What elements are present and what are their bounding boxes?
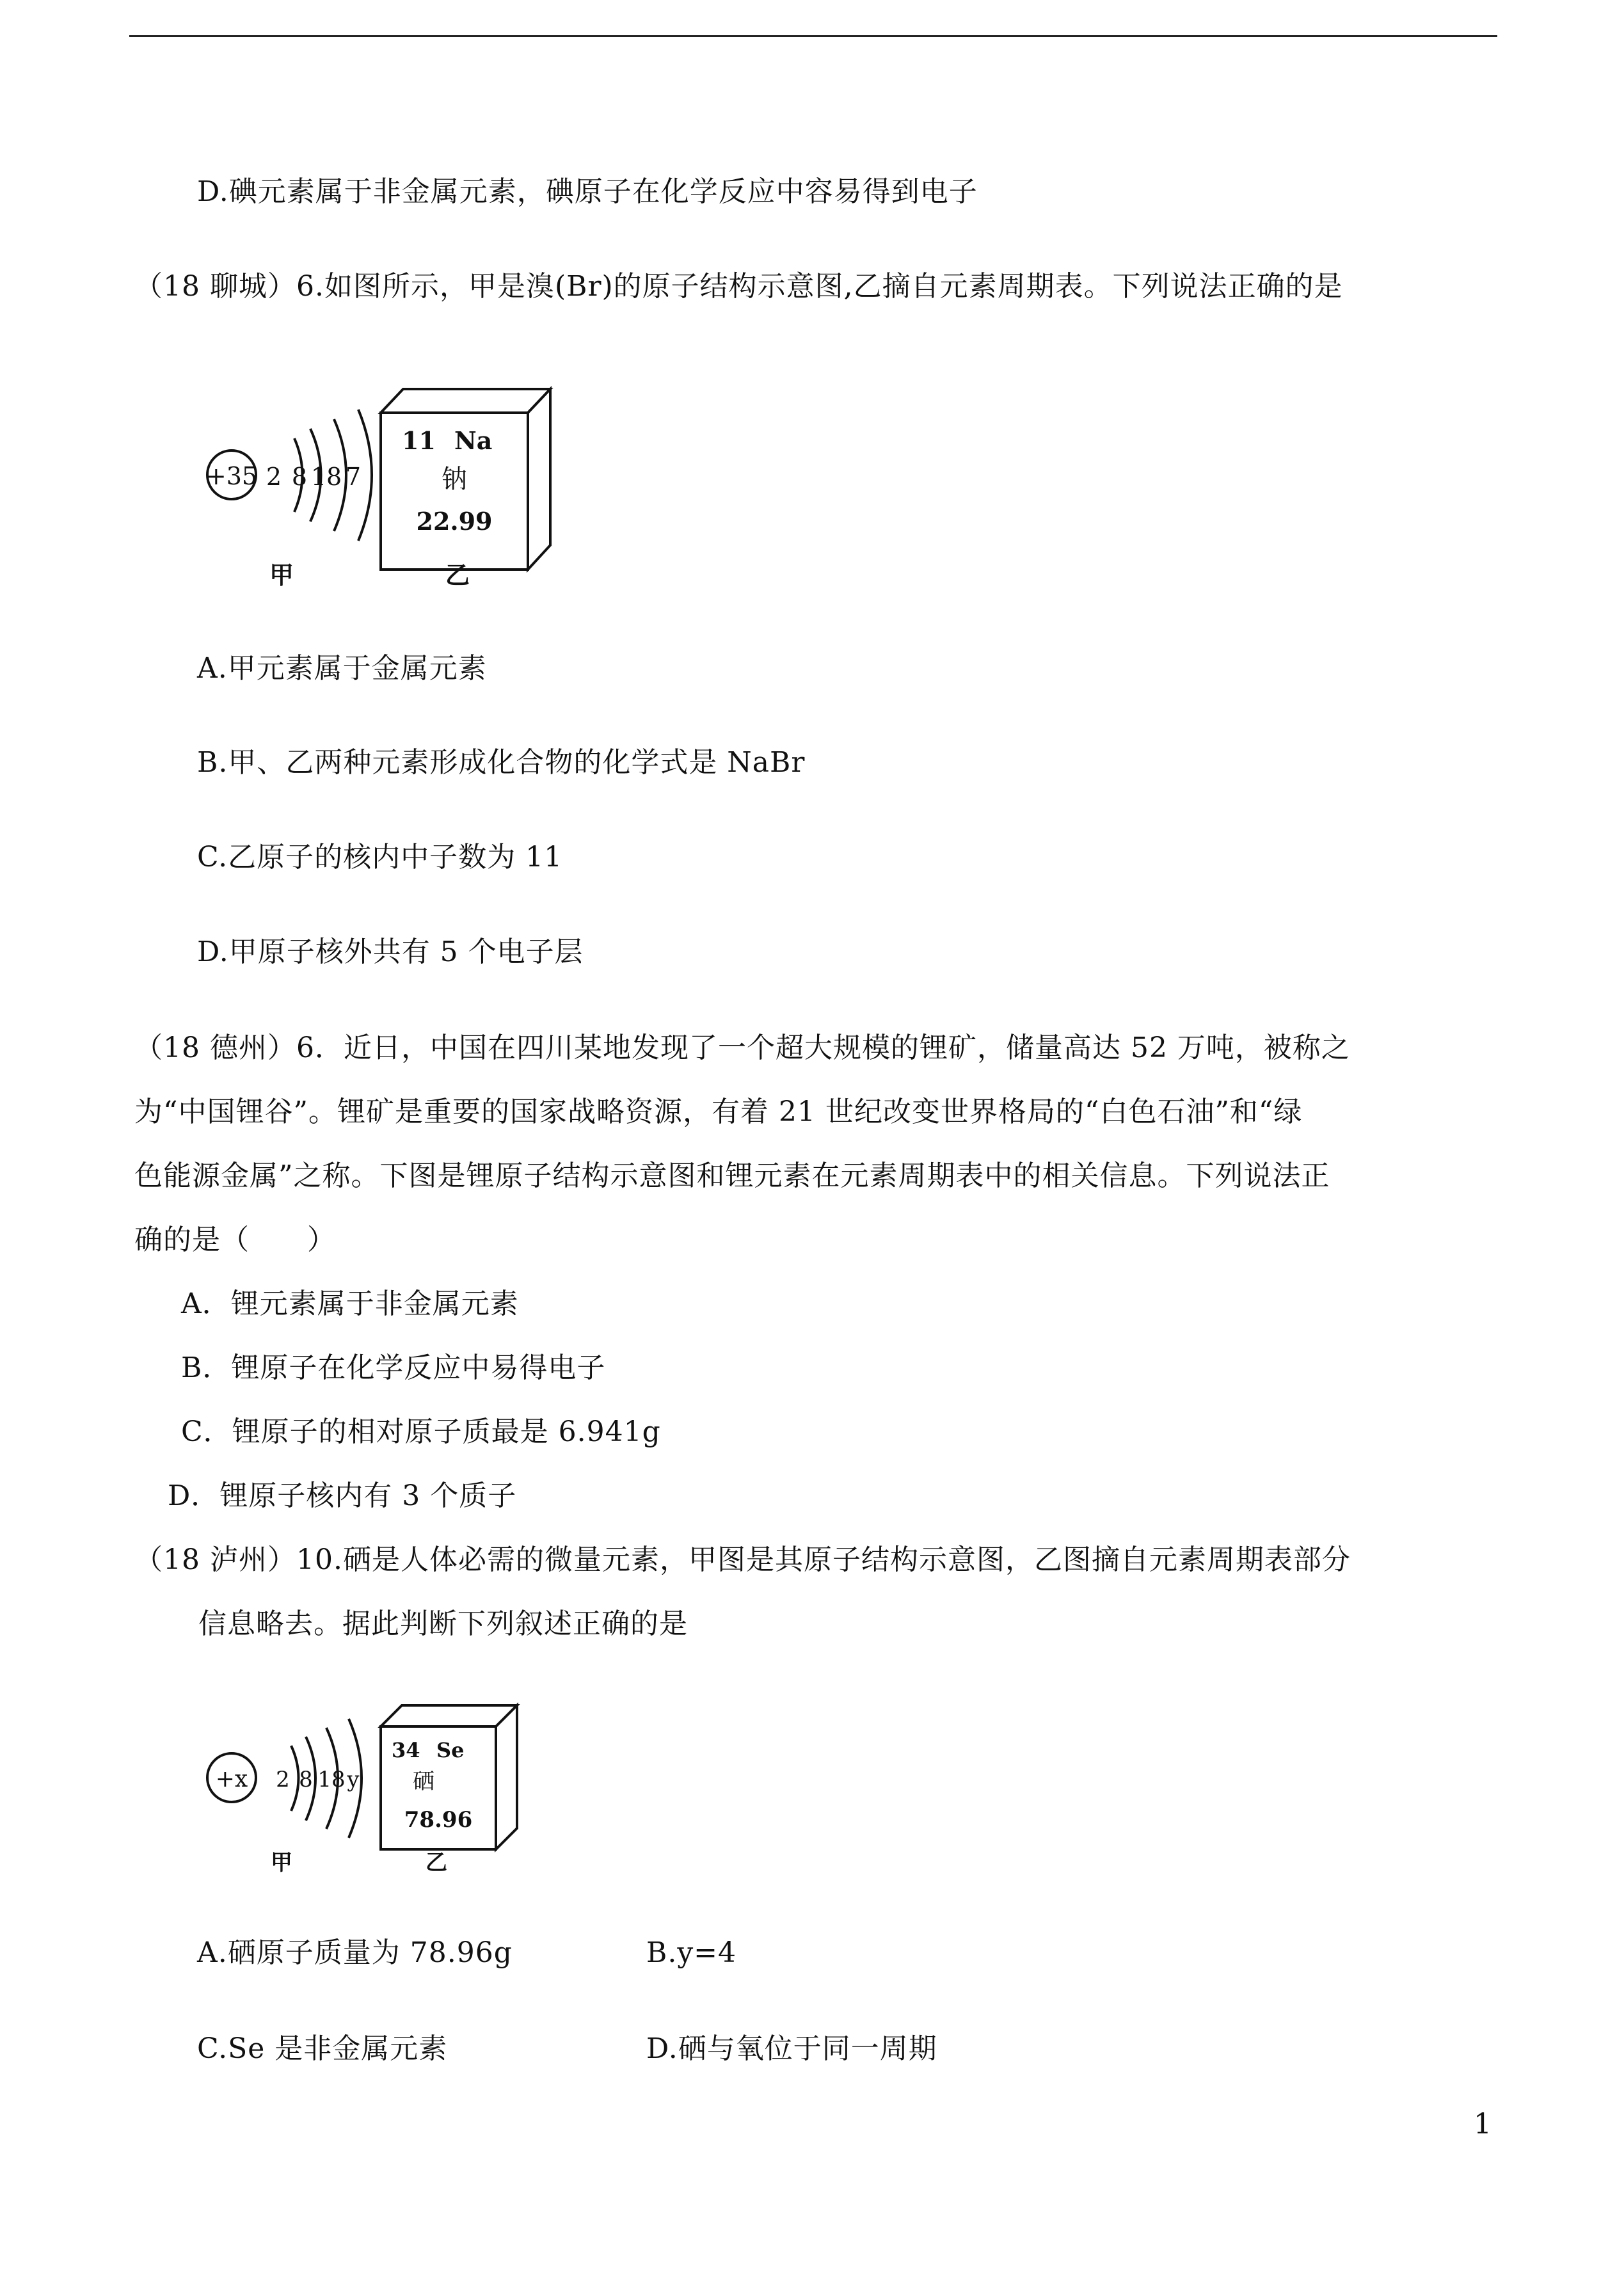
q1-option-d: D.甲原子核外共有 5 个电子层 — [197, 936, 584, 968]
q1-label-yi: 乙 — [445, 561, 470, 589]
q3-tile-symbol: Se — [436, 1738, 465, 1762]
q3-nucleus: +x — [215, 1766, 248, 1792]
q3-label-yi: 乙 — [426, 1850, 447, 1876]
q3-shell-4: y — [347, 1767, 360, 1792]
q3-tile-number: 34 — [392, 1738, 420, 1762]
page-number: 1 — [1474, 2108, 1492, 2141]
q1-tile-number: 11 — [402, 426, 436, 455]
q2-option-d: D．锂原子核内有 3 个质子 — [168, 1479, 517, 1512]
q3-option-d: D.硒与氧位于同一周期 — [646, 2032, 937, 2065]
q1-tile-mass: 22.99 — [416, 507, 493, 536]
q2-line-3: 色能源金属”之称。下图是锂原子结构示意图和锂元素在元素周期表中的相关信息。下列说法正 — [134, 1160, 1330, 1192]
sodium-element-tile — [381, 389, 550, 570]
q2-line-2: 为“中国锂谷”。锂矿是重要的国家战略资源，有着 21 世纪改变世界格局的“白色石油”和“绿 — [134, 1096, 1303, 1128]
q1-shell-4: 7 — [345, 463, 362, 491]
q3-label-jia: 甲 — [271, 1850, 292, 1876]
q3-option-c: C.Se 是非金属元素 — [197, 2032, 448, 2065]
q2-line-4: 确的是（ ） — [134, 1224, 336, 1256]
q3-tile-mass: 78.96 — [404, 1807, 473, 1833]
selenium-element-tile — [381, 1705, 517, 1849]
q1-option-c: C.乙原子的核内中子数为 11 — [197, 841, 563, 873]
q2-option-a: A．锂元素属于非金属元素 — [181, 1288, 519, 1320]
q1-shell-1: 2 — [266, 463, 282, 491]
q3-shell-1: 2 — [276, 1767, 290, 1792]
q1-tile-symbol: Na — [454, 426, 493, 455]
q3-line-2: 信息略去。据此判断下列叙述正确的是 — [198, 1607, 688, 1640]
q3-shell-3: 18 — [317, 1767, 346, 1792]
q1-option-a: A.甲元素属于金属元素 — [197, 652, 487, 685]
q2-option-c: C．锂原子的相对原子质最是 6.941g — [181, 1415, 661, 1448]
q2-option-b: B．锂原子在化学反应中易得电子 — [181, 1351, 606, 1384]
q3-option-a: A.硒原子质量为 78.96g — [197, 1936, 513, 1969]
q3-figure — [198, 1696, 531, 1888]
q1-shell-3: 18 — [310, 463, 342, 491]
selenium-atom-diagram — [207, 1719, 362, 1838]
q3-line-1: （18 泸州）10.硒是人体必需的微量元素，甲图是其原子结构示意图，乙图摘自元素周期表部分 — [134, 1543, 1351, 1576]
q1-tile-name: 钠 — [442, 465, 467, 494]
header-rule — [129, 35, 1497, 37]
q3-shell-2: 8 — [299, 1767, 313, 1792]
bromine-atom-diagram — [206, 410, 372, 541]
q2-line-1: （18 德州）6．近日，中国在四川某地发现了一个超大规模的锂矿，储量高达 52 万吨，被称之 — [134, 1032, 1350, 1064]
q1-label-jia: 甲 — [269, 561, 294, 589]
prev-option-d: D.碘元素属于非金属元素，碘原子在化学反应中容易得到电子 — [197, 175, 978, 208]
q3-option-b: B.y=4 — [646, 1936, 737, 1969]
q1-nucleus: +35 — [205, 462, 258, 490]
q1-figure — [198, 378, 557, 602]
q1-shell-2: 8 — [291, 463, 308, 491]
q3-tile-name: 硒 — [413, 1769, 434, 1794]
q1-option-b: B.甲、乙两种元素形成化合物的化学式是 NaBr — [197, 746, 806, 779]
q1-stem: （18 聊城）6.如图所示，甲是溴(Br)的原子结构示意图,乙摘自元素周期表。下列说法正确的是 — [134, 270, 1343, 303]
